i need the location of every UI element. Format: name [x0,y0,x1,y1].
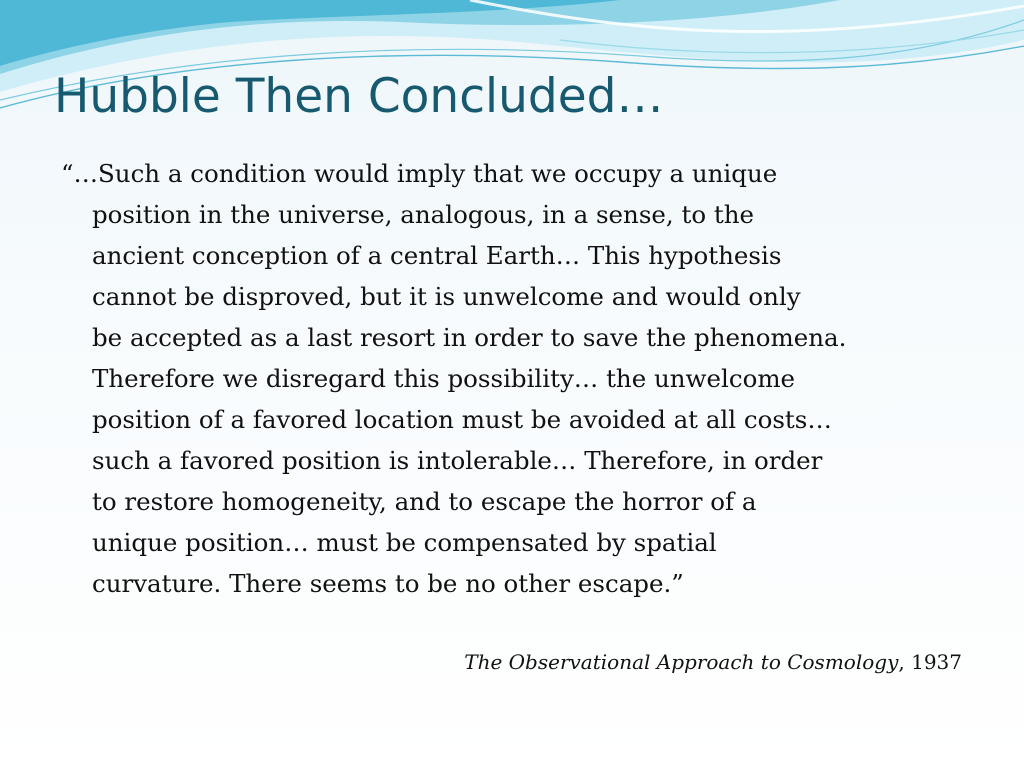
quote-line: to restore homogeneity, and to escape the horror of a [92,487,757,516]
quote-line: curvature. There seems to be no other escape.” [92,569,684,598]
slide-title: Hubble Then Concluded… [54,69,664,124]
quote-line: position in the universe, analogous, in a sense, to the [92,200,754,229]
quote-line: Therefore we disregard this possibility… the unwelcome [92,364,796,393]
quote-line: position of a favored location must be avoided at all costs… [92,405,832,434]
hubble-quote [61,153,972,604]
quote-line: be accepted as a last resort in order to save the phenomena. [92,323,847,352]
quote-line: unique position… must be compensated by spatial [92,528,717,557]
quote-line: cannot be disproved, but it is unwelcome and would only [92,282,801,311]
quote-line: ancient conception of a central Earth… This hypothesis [92,241,782,270]
quote-line: such a favored position is intolerable… Therefore, in order [92,446,823,475]
citation-year: , 1937 [898,650,962,674]
quote-citation [300,644,962,680]
quote-line: “…Such a condition would imply that we occupy a unique [61,159,778,188]
citation-source-title: The Observational Approach to Cosmology [464,650,899,674]
